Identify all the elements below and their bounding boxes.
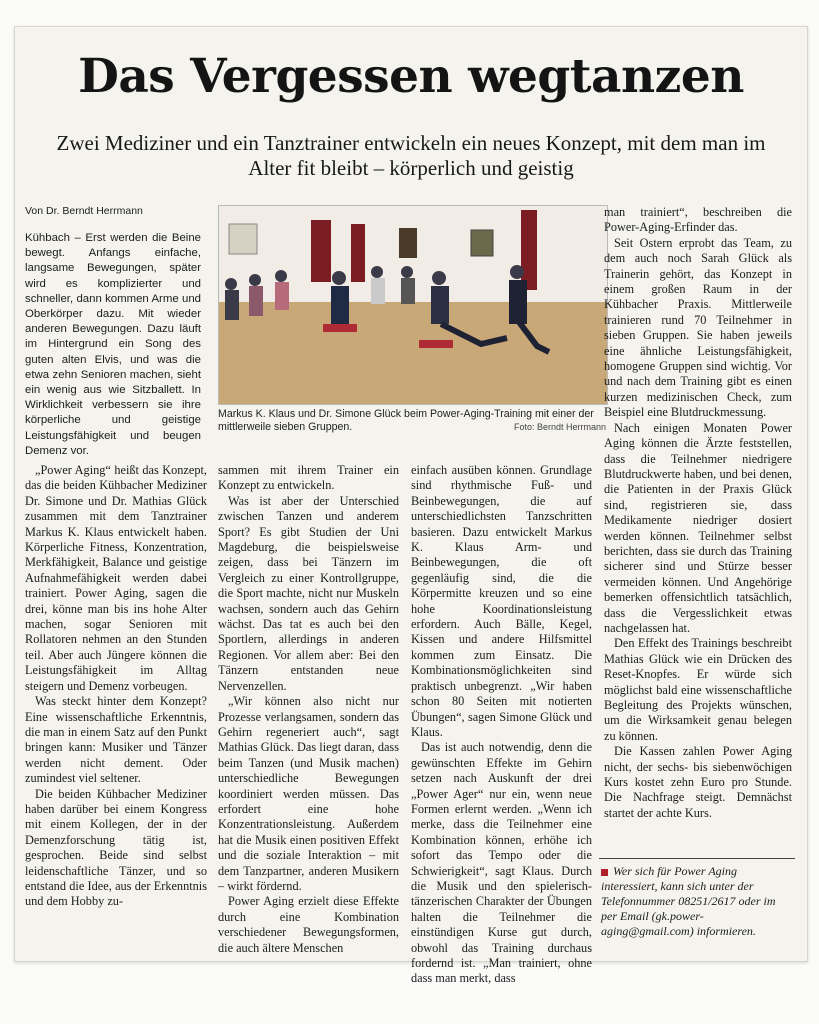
- author-line: Von Dr. Berndt Herrmann: [25, 205, 143, 217]
- column-3: [411, 463, 592, 987]
- dance-class-photo: [219, 206, 607, 404]
- headline: Das Vergessen wegtanzen: [78, 49, 744, 104]
- info-box-text: Wer sich für Power Aging interessiert, kann sich unter der Telefonnummer 08251/2617 oder im per Email (gk.power-aging@gmail.com) informieren.: [601, 864, 776, 938]
- paragraph: Die Kassen zahlen Power Aging nicht, der sechs- bis siebenwöchigen Kurs kostet zehn Euro pro Stunde. Die Nachfrage steigt. Demnächst startet der achte Kurs.: [604, 744, 792, 820]
- photo-caption-block: [218, 408, 606, 434]
- paragraph: Den Effekt des Trainings beschreibt Mathias Glück wie ein Drücken des Reset-Knopfes. Er würde sich möglichst bald eine wissenschaftliche Begleitung des Projekts wünschen, um die Wirksamkeit genau belegen zu können.: [604, 636, 792, 743]
- photo-credit: Foto: Berndt Herrmann: [513, 422, 606, 432]
- newspaper-clipping: [14, 26, 808, 986]
- paragraph: man trainiert“, beschreiben die Power-Aging-Erfinder das.: [604, 205, 792, 235]
- article-photo: [218, 205, 608, 405]
- paragraph: Seit Ostern erprobt das Team, zu dem auch noch Sarah Glück als Trainerin gehört, das Konzept in einem großen Raum in der Kühbacher Praxis. Mittlerweile trainieren rund 70 Teilnehmer in sieben Gruppen. Sie haben jeweils eine ähnliche Leistungsfähigkeit, homogene Gruppen sind wichtig. Vor und nach dem Training gibt es einen kurzen medizinischen Check, zum Beispiel eine Blutdruckmessung.: [604, 235, 792, 420]
- lead-paragraph: Kühbach – Erst werden die Beine bewegt. Anfangs einfache, langsame Bewegungen, später wird es komplizierter und schneller, dann kommen Arme und Oberkörper dazu. Mit wieder anderen Bewegungen. Dazu läuft im Hintergrund ein Song des guten alten Elvis, und was die etwa zehn Senioren machen, sieht ein wenig aus wie Sitzballett. In Wirklichkeit verbessern sie ihre körperliche und geistige Leistungsfähigkeit und beugen Demenz vor.: [25, 232, 201, 457]
- paragraph: Was steckt hinter dem Konzept? Eine wissenschaftliche Erkenntnis, die man in einem Satz auf den Punkt bringen kann: Musiker und Tänzer werden nicht dement. Oder zumindest viel seltener.: [25, 694, 207, 786]
- paragraph: Power Aging erzielt diese Effekte durch eine Kombination verschiedener Bewegungsformen, die auch ältere Menschen: [218, 894, 399, 955]
- photo-caption: Markus K. Klaus und Dr. Simone Glück beim Power-Aging-Training mit einer der mittlerweile sieben Gruppen.: [218, 408, 594, 433]
- paragraph: Das ist auch notwendig, denn die gewünschten Effekte im Gehirn setzen nach Auskunft der drei „Power Ager“ nur ein, wenn neue Formen erlernt werden. „Wenn ich merke, dass die Teilnehmer eine Kombination können, erhöhe ich sofort das Tempo oder die Schwierigkeit“, sagt Klaus. Durch die Musik und den spielerisch-tänzerischen Charakter der Übungen halten die Teilnehmer die einstündigen Kurse gut durch, obwohl das Training durchaus fordernd ist. „Man trainiert, ohne dass man merkt, dass: [411, 740, 592, 986]
- info-box-rule: [599, 858, 795, 859]
- lead-paragraph-column: [25, 231, 201, 459]
- paragraph: einfach ausüben können. Grundlage sind rhythmische Fuß- und Beinbewegungen, die auf unterschiedlichsten Tanzschritten basieren. Dazu entwickelt Markus K. Klaus Arm- und Beinbewegungen, die oft gegenläufig sind, die die Körpermitte kreuzen und so eine hohe Koordinationsleistung erfordern. Auch Bälle, Kegel, Kissen und andere Hilfsmittel kommen zum Einsatz. Die Kombinationsmöglichkeiten sind praktisch unbegrenzt. „Wir haben schon 80 Seiten mit notierten Übungen“, sagen Simone Glück und Klaus.: [411, 463, 592, 739]
- info-box: [601, 864, 793, 939]
- paragraph: „Power Aging“ heißt das Konzept, das die beiden Kühbacher Mediziner Dr. Simone und Dr. Mathias Glück zusammen mit dem Tanztrainer Markus K. Klaus entwickelt haben. Körperliche Fitness, Konzentration, Merkfähigkeit, Balance und geistige Aufnahmefähigkeit werden dabei trainiert. Power Aging, sagen die drei, könne man bis ins hohe Alter machen, sogar Senioren mit Rollatoren nehmen an den Stunden teil. Aber auch Jüngere können die Leistungsfähigkeit im Alltag steigern und Demenz vorbeugen.: [25, 463, 207, 693]
- paragraph: Was ist aber der Unterschied zwischen Tanzen und anderem Sport? Es gibt Studien der Uni Magdeburg, die beispielsweise zeigen, dass bei Tänzern im Vergleich zu einer Kontrollgruppe, die Sport machte, nicht nur Muskeln wachsen, sondern auch das Gehirn wächst. Das tat es auch bei den Sportlern, allerdings in anderen Regionen. Vor allem aber: Bei den Tänzern entstanden neue Nervenzellen.: [218, 493, 399, 693]
- column-1: [25, 463, 207, 910]
- red-square-icon: [601, 869, 608, 876]
- subheadline: Zwei Mediziner und ein Tanztrainer entwickeln ein neues Konzept, mit dem man im Alter fit bleibt – körperlich und geistig: [56, 131, 766, 180]
- paragraph: Die beiden Kühbacher Mediziner haben darüber bei einem Kongress mit einem Kollegen, der in der Demenzforschung tätig ist, gesprochen. Beide sind selbst leidenschaftliche Tänzer, und so entstand die Idee, aus der Erkenntnis und dem Hobby zu-: [25, 786, 207, 909]
- paragraph: „Wir können also nicht nur Prozesse verlangsamen, sondern das Gehirn regeneriert auch“, sagt Mathias Glück. Das liegt daran, dass beim Tanzen (und Musik machen) unterschiedliche Bewegungen koordiniert werden müssen. Das erfordert eine hohe Konzentrationsleistung. Außerdem hat die Musik einen positiven Effekt und die soziale Interaktion – mit dem Tanzpartner, anderen Musikern – wirkt fördernd.: [218, 694, 399, 893]
- column-4: [604, 205, 792, 821]
- paragraph: sammen mit ihrem Trainer ein Konzept zu entwickeln.: [218, 463, 399, 493]
- paragraph: Nach einigen Monaten Power Aging können die Ärzte feststellen, dass die Teilnehmer niedrigere Blutdruckwerte haben, und bei denen, die Patienten in der Praxis Glück sind, registrieren sie, dass Medikamente niedriger dosiert werden können. Teilnehmer selbst berichten, dass sie durch das Training sicherer sind und Stürze besser vermeiden können. Und Angehörige bemerken offensichtlich tatsächlich, dass die Vergesslichkeit etwas nachgelassen hat.: [604, 420, 792, 635]
- column-2: [218, 463, 399, 956]
